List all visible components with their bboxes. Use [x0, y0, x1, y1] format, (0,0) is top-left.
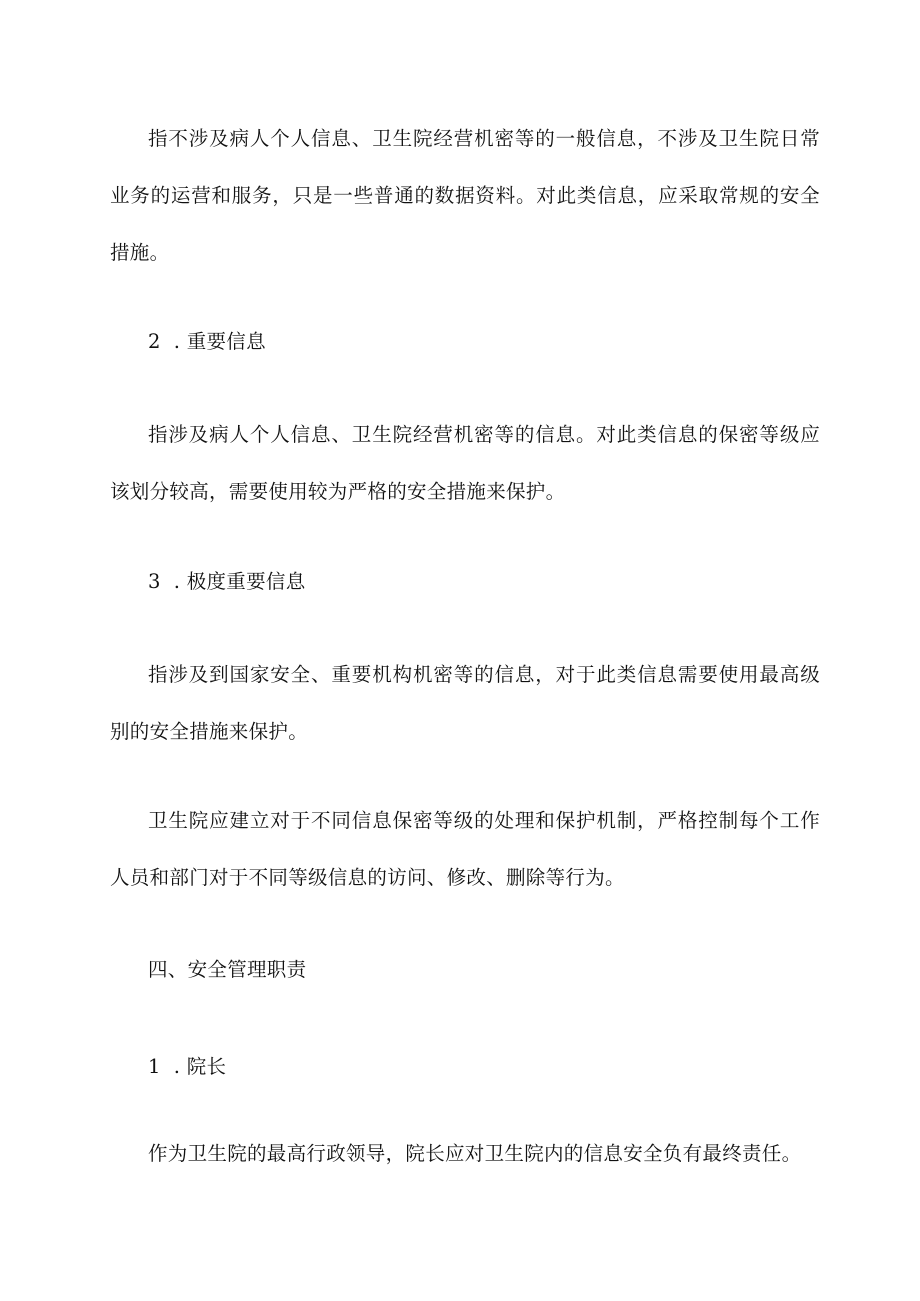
paragraph-extremely-important-info: 指涉及到国家安全、重要机构机密等的信息，对于此类信息需要使用最高级别的安全措施来保护。 [110, 663, 820, 743]
heading-extremely-important-info: 3 . 极度重要信息 [148, 570, 306, 593]
paragraph-protection-mechanism: 卫生院应建立对于不同信息保密等级的处理和保护机制，严格控制每个工作人员和部门对于不同等级信息的访问、修改、删除等行为。 [110, 809, 820, 889]
heading-dean: 1 . 院长 [148, 1055, 227, 1078]
paragraph-important-info: 指涉及病人个人信息、卫生院经营机密等的信息。对此类信息的保密等级应该划分较高，需要使用较为严格的安全措施来保护。 [110, 423, 820, 503]
section-heading-security-duties: 四、安全管理职责 [148, 958, 307, 981]
paragraph-dean-responsibility: 作为卫生院的最高行政领导，院长应对卫生院内的信息安全负有最终责任。 [148, 1142, 802, 1165]
paragraph-general-info: 指不涉及病人个人信息、卫生院经营机密等的一般信息，不涉及卫生院日常业务的运营和服务，只是一些普通的数据资料。对此类信息，应采取常规的安全措施。 [110, 127, 820, 264]
heading-important-info: 2 . 重要信息 [148, 330, 266, 353]
